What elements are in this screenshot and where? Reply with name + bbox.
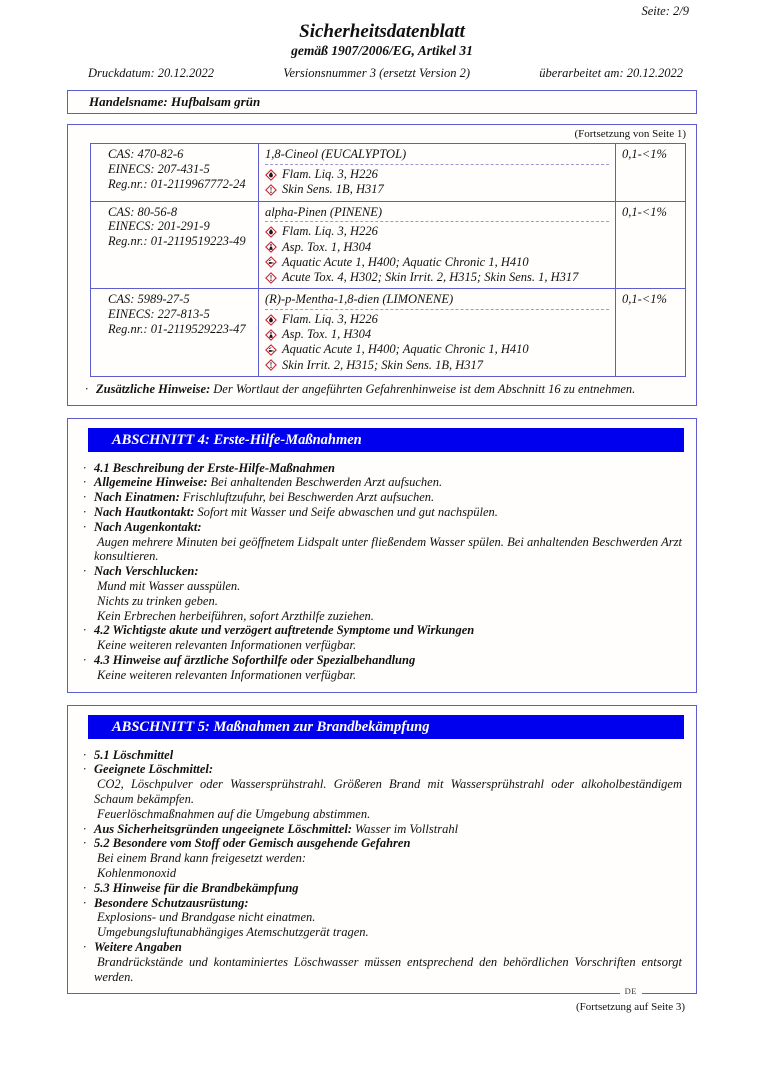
bullet-marker: · [83, 836, 87, 851]
einecs-number: EINECS: 227-813-5 [108, 307, 210, 321]
continuation-to-note: (Fortsetzung auf Seite 3) [575, 1001, 685, 1014]
text-line [80, 520, 682, 535]
version-info: Versionsnummer 3 (ersetzt Version 2) [283, 65, 471, 80]
hazard-list [265, 167, 609, 197]
flame-icon [265, 314, 277, 326]
substance-identifiers [91, 144, 259, 200]
line-text: Augen mehrere Minuten bei geöffnetem Lidspalt unter fließendem Wasser spülen. Bei anhaltenden Beschwerden Arzt konsultieren. [94, 534, 682, 564]
text-line [80, 851, 682, 866]
bullet-marker: · [83, 652, 87, 667]
text-line [80, 579, 682, 594]
line-label: 4.2 Wichtigste akute und verzögert auftretende Symptome und Wirkungen [94, 623, 475, 638]
hazard-text: Flam. Liq. 3, H226 [282, 312, 378, 326]
text-line [80, 505, 682, 520]
line-text: Kohlenmonoxid [97, 865, 177, 880]
section-4-body [80, 461, 684, 683]
substance-identifiers [91, 202, 259, 289]
line-label: Weitere Angaben [94, 939, 182, 954]
line-text: Wasser im Vollstrahl [355, 821, 459, 836]
language-marker: DE [620, 984, 642, 999]
hazard-list [265, 312, 609, 373]
substance-hazards [259, 289, 615, 376]
line-label: 4.1 Beschreibung der Erste-Hilfe-Maßnahmen [94, 460, 335, 475]
bullet-marker: · [83, 880, 87, 895]
hazard-text: Asp. Tox. 1, H304 [282, 239, 372, 254]
bullet-marker: · [83, 490, 87, 505]
bullet-marker: · [83, 564, 87, 579]
text-line [80, 822, 682, 837]
line-label: Allgemeine Hinweise: [94, 475, 208, 490]
cas-number: CAS: 80-56-8 [108, 204, 178, 219]
text-line [80, 807, 682, 822]
line-text: Brandrückstände und kontaminiertes Löschwasser müssen entsprechend den behördlichen Vorschriften entsorgt werden. [94, 954, 682, 984]
line-label: 5.1 Löschmittel [94, 747, 174, 762]
abschnitt-4-header: ABSCHNITT 4: Erste-Hilfe-Maßnahmen [88, 428, 684, 452]
exclamation-icon [265, 184, 277, 196]
line-label: 5.3 Hinweise für die Brandbekämpfung [94, 880, 299, 895]
line-text: Mund mit Wasser ausspülen. [97, 578, 241, 593]
substance-hazards [259, 202, 615, 289]
additional-note-label: Zusätzliche Hinweise: [96, 381, 211, 396]
exclamation-icon [265, 272, 277, 284]
hazard-text: Aquatic Acute 1, H400; Aquatic Chronic 1, H410 [282, 342, 529, 357]
line-label: Besondere Schutzausrüstung: [94, 895, 249, 910]
text-line [80, 940, 682, 955]
revision-date: überarbeitet am: 20.12.2022 [539, 65, 683, 80]
text-line [80, 955, 682, 985]
abschnitt-5-header: ABSCHNITT 5: Maßnahmen zur Brandbekämpfung [88, 715, 684, 739]
substance-name: alpha-Pinen (PINENE) [265, 205, 609, 223]
hazard-entry [265, 358, 609, 373]
section-5-box [67, 705, 697, 995]
bullet-marker: · [83, 623, 87, 638]
bullet-marker: · [83, 821, 87, 836]
text-line [80, 836, 682, 851]
line-label: Nach Hautkontakt: [94, 505, 195, 519]
text-line [80, 925, 682, 940]
text-line [80, 535, 682, 565]
page-number: Seite: 2/9 [641, 4, 689, 18]
text-line [80, 762, 682, 777]
line-label: 5.2 Besondere vom Stoff oder Gemisch ausgehende Gefahren [94, 836, 411, 851]
trade-name: Handelsname: Hufbalsam grün [89, 93, 261, 109]
line-text: Umgebungsluftunabhängiges Atemschutzgerät tragen. [97, 925, 369, 940]
substance-table-box [67, 124, 697, 405]
line-text: Frischluftzufuhr, bei Beschwerden Arzt aufsuchen. [182, 490, 435, 505]
line-label: Nach Einatmen: [94, 490, 180, 505]
text-line [80, 623, 682, 638]
health-hazard-icon [265, 329, 277, 341]
concentration: 0,1-<1% [615, 289, 685, 376]
line-text: CO2, Löschpulver oder Wassersprühstrahl. Größeren Brand mit Wassersprühstrahl oder alkoholbeständigem Schaum bekämpfen. [94, 777, 682, 806]
substance-name: 1,8-Cineol (EUCALYPTOL) [265, 147, 609, 165]
text-line [80, 638, 682, 653]
text-line [80, 609, 682, 624]
hazard-list [265, 224, 609, 285]
table-row [91, 289, 685, 377]
einecs-number: EINECS: 201-291-9 [108, 219, 210, 234]
line-text: Sofort mit Wasser und Seife abwaschen und gut nachspülen. [197, 505, 498, 519]
line-text: Bei einem Brand kann freigesetzt werden: [97, 851, 307, 866]
hazard-text: Aquatic Acute 1, H400; Aquatic Chronic 1, H410 [282, 254, 529, 269]
cas-number: CAS: 5989-27-5 [108, 292, 190, 307]
text-line [80, 881, 682, 896]
environment-icon [265, 256, 277, 268]
substance-identifiers [91, 289, 259, 376]
line-text: Kein Erbrechen herbeiführen, sofort Arzthilfe zuziehen. [97, 608, 374, 623]
text-line [80, 896, 682, 911]
substance-name: (R)-p-Mentha-1,8-dien (LIMONENE) [265, 292, 609, 310]
document-subtitle: gemäß 1907/2006/EG, Artikel 31 [291, 42, 473, 58]
bullet-marker: · [83, 939, 87, 954]
bullet-marker: · [83, 505, 87, 519]
flame-icon [265, 169, 277, 181]
cas-number: CAS: 470-82-6 [108, 147, 184, 162]
substance-hazards [259, 144, 615, 200]
hazard-text: Flam. Liq. 3, H226 [282, 167, 378, 182]
bullet-marker: · [83, 762, 87, 777]
text-line [80, 748, 682, 763]
print-date: Druckdatum: 20.12.2022 [88, 65, 215, 80]
einecs-number: EINECS: 207-431-5 [108, 162, 210, 177]
line-label: Geeignete Löschmittel: [94, 762, 214, 777]
text-line [80, 461, 682, 476]
hazard-text: Skin Irrit. 2, H315; Skin Sens. 1B, H317 [282, 357, 484, 372]
text-line [80, 490, 682, 505]
hazard-text: Acute Tox. 4, H302; Skin Irrit. 2, H315; Skin Sens. 1, H317 [282, 270, 579, 284]
table-row [91, 202, 685, 290]
concentration: 0,1-<1% [615, 202, 685, 289]
continuation-from-note: (Fortsetzung von Seite 1) [574, 128, 686, 141]
line-text: Nichts zu trinken geben. [97, 593, 218, 608]
hazard-entry [265, 224, 609, 239]
line-label: 4.3 Hinweise auf ärztliche Soforthilfe oder Spezialbehandlung [94, 652, 416, 667]
line-text: Bei anhaltenden Beschwerden Arzt aufsuchen. [210, 475, 443, 490]
text-line [80, 564, 682, 579]
hazard-text: Flam. Liq. 3, H226 [282, 224, 378, 239]
trade-name-box [67, 90, 697, 115]
hazard-entry [265, 342, 609, 357]
line-text: Explosions- und Brandgase nicht einatmen. [97, 910, 316, 925]
additional-note-text: Der Wortlaut der angeführten Gefahrenhinweise ist dem Abschnitt 16 zu entnehmen. [213, 381, 636, 396]
hazard-text: Asp. Tox. 1, H304 [282, 327, 372, 342]
hazard-entry [265, 240, 609, 255]
text-line [80, 653, 682, 668]
section-5-body [80, 748, 684, 985]
line-text: Keine weiteren relevanten Informationen verfügbar. [97, 638, 357, 653]
document-page [67, 0, 697, 1015]
text-line [80, 777, 682, 807]
table-row [91, 144, 685, 201]
bullet-marker: · [83, 895, 87, 910]
reg-number: Reg.nr.: 01-2119967772-24 [108, 176, 246, 191]
bullet-marker: · [85, 381, 89, 396]
line-label: Nach Verschlucken: [94, 564, 199, 579]
health-hazard-icon [265, 241, 277, 253]
document-meta-row [67, 66, 697, 81]
bullet-marker: · [83, 747, 87, 762]
text-line [80, 594, 682, 609]
text-line [80, 668, 682, 683]
reg-number: Reg.nr.: 01-2119519223-49 [108, 234, 246, 249]
hazard-entry [265, 270, 609, 285]
bullet-marker: · [83, 460, 87, 475]
bullet-marker: · [83, 475, 87, 490]
flame-icon [265, 226, 277, 238]
line-label: Nach Augenkontakt: [94, 519, 202, 534]
concentration: 0,1-<1% [615, 144, 685, 200]
exclamation-icon [265, 359, 277, 371]
line-label: Aus Sicherheitsgründen ungeeignete Löschmittel: [94, 821, 353, 836]
hazard-entry [265, 327, 609, 342]
section-4-box [67, 418, 697, 693]
bullet-marker: · [83, 519, 87, 534]
document-title: Sicherheitsdatenblatt [299, 20, 465, 42]
line-text: Keine weiteren relevanten Informationen verfügbar. [97, 667, 357, 682]
reg-number: Reg.nr.: 01-2119529223-47 [108, 321, 246, 336]
text-line [80, 910, 682, 925]
hazard-entry [265, 167, 609, 182]
line-text: Feuerlöschmaßnahmen auf die Umgebung abstimmen. [97, 806, 371, 821]
text-line [80, 475, 682, 490]
additional-note [82, 382, 688, 397]
hazard-entry [265, 312, 609, 327]
hazard-entry [265, 255, 609, 270]
text-line [80, 866, 682, 881]
substance-table [90, 143, 686, 376]
hazard-entry [265, 182, 609, 197]
environment-icon [265, 344, 277, 356]
hazard-text: Skin Sens. 1B, H317 [282, 182, 384, 197]
